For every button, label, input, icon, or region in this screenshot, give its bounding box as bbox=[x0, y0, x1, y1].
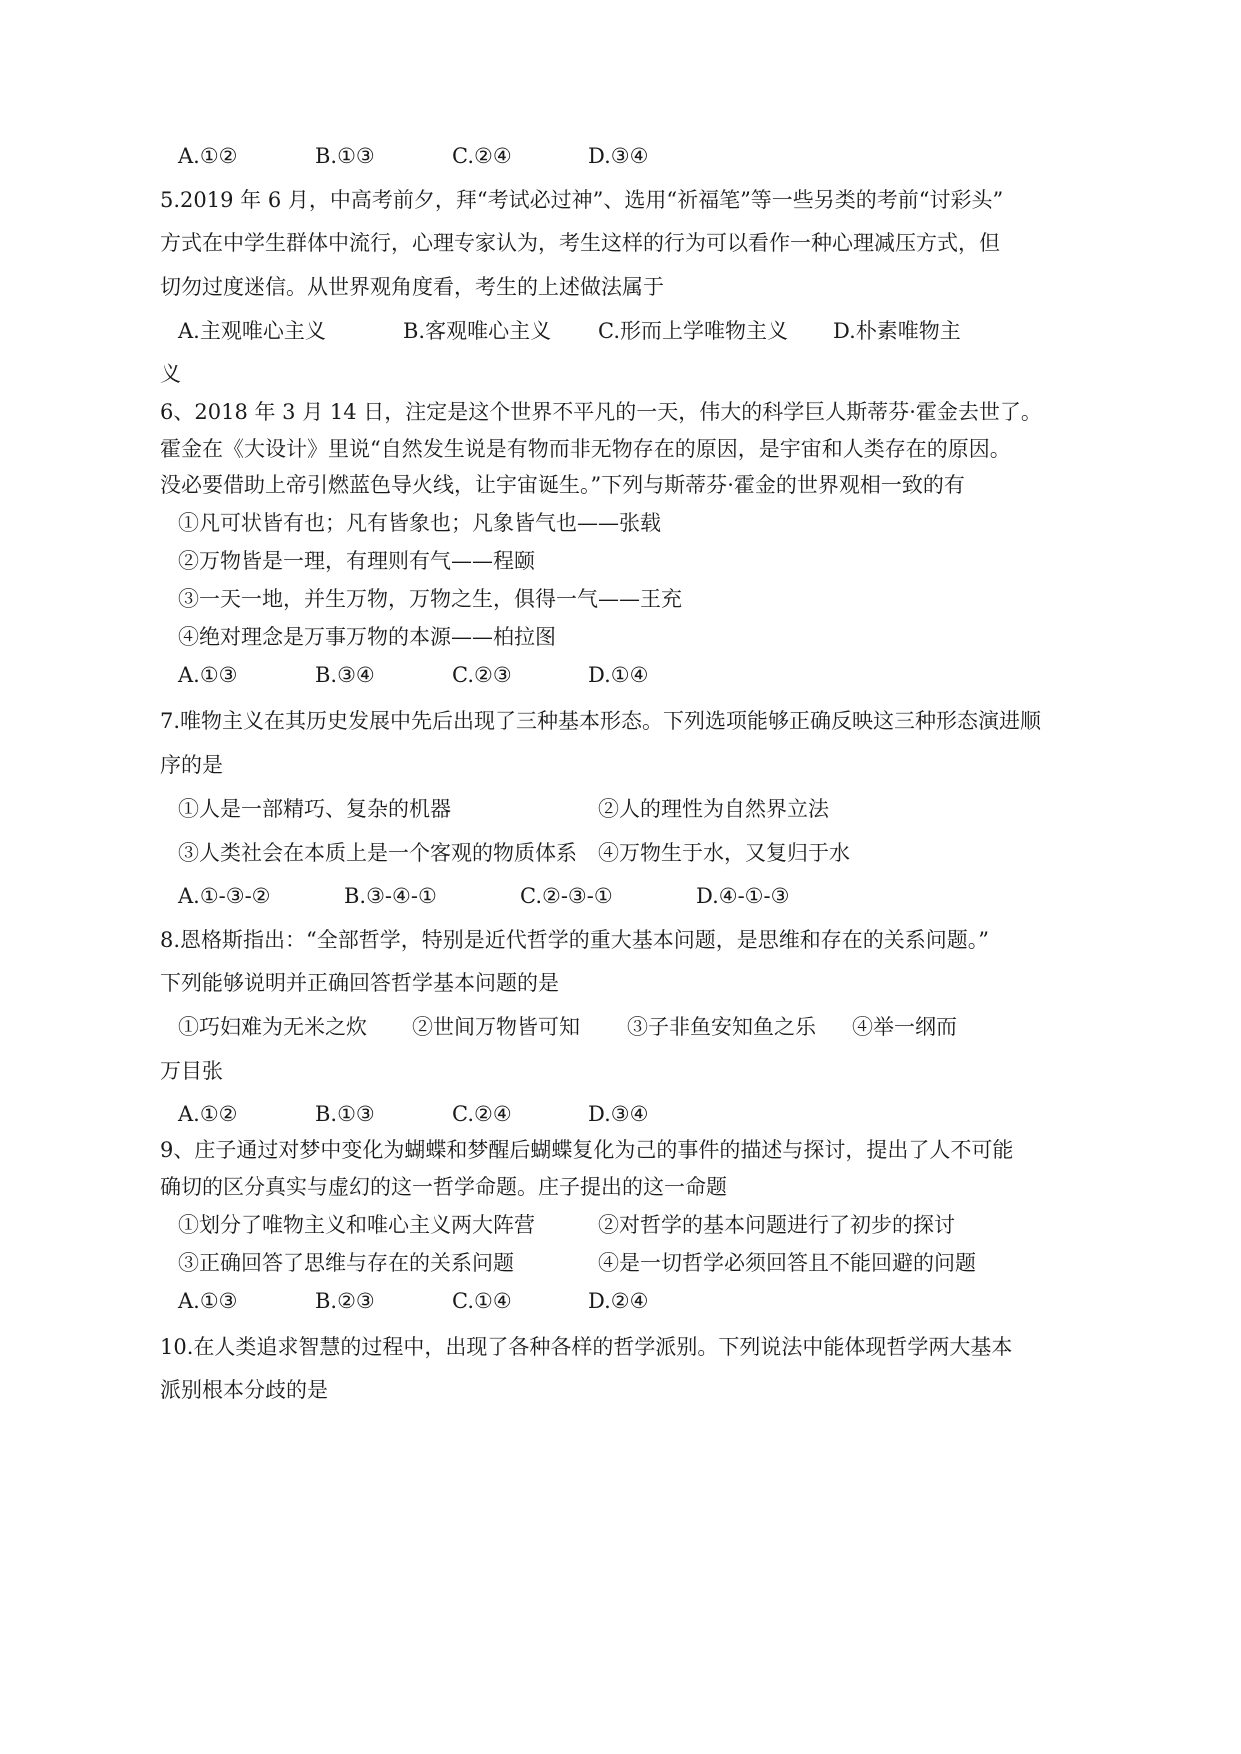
q8-option-a: A.①② bbox=[178, 1102, 238, 1126]
q6-stem-line-2: 霍金在《大设计》里说“自然发生说是有物而非无物存在的原因，是宇宙和人类存在的原因。 bbox=[160, 437, 1011, 461]
q9-item-1: ①划分了唯物主义和唯心主义两大阵营 bbox=[178, 1213, 535, 1237]
q8-option-d: D.③④ bbox=[588, 1102, 649, 1126]
q7-options bbox=[0, 876, 1241, 916]
q8-option-b: B.①③ bbox=[315, 1102, 375, 1126]
q10-stem-line-1: 10.在人类追求智慧的过程中，出现了各种各样的哲学派别。下列说法中能体现哲学两大基本 bbox=[160, 1335, 1013, 1359]
q7-item-3: ③人类社会在本质上是一个客观的物质体系 bbox=[178, 841, 577, 865]
q8-item-2: ②世间万物皆可知 bbox=[412, 1015, 580, 1039]
q7-item-4: ④万物生于水，又复归于水 bbox=[598, 841, 850, 865]
q5-option-c: C.形而上学唯物主义 bbox=[598, 319, 788, 343]
q6-stem-line-1: 6、2018 年 3 月 14 日，注定是这个世界不平凡的一天，伟大的科学巨人斯蒂芬·霍金去世了。 bbox=[160, 400, 1042, 424]
q6-item-4: ④绝对理念是万事万物的本源——柏拉图 bbox=[178, 625, 556, 649]
q7-item-1: ①人是一部精巧、复杂的机器 bbox=[178, 797, 451, 821]
q6-stem-line-3: 没必要借助上帝引燃蓝色导火线，让宇宙诞生。”下列与斯蒂芬·霍金的世界观相一致的有 bbox=[160, 473, 965, 497]
q8-item-4: ④举一纲而 bbox=[852, 1015, 957, 1039]
q7-item-2: ②人的理性为自然界立法 bbox=[598, 797, 829, 821]
q9-item-4: ④是一切哲学必须回答且不能回避的问题 bbox=[598, 1251, 976, 1275]
q6-item-2: ②万物皆是一理，有理则有气——程颐 bbox=[178, 549, 535, 573]
q8-stem-line-2: 下列能够说明并正确回答哲学基本问题的是 bbox=[160, 971, 559, 995]
q9-stem-line-1: 9、庄子通过对梦中变化为蝴蝶和梦醒后蝴蝶复化为己的事件的描述与探讨，提出了人不可能 bbox=[160, 1138, 1014, 1162]
q8-items bbox=[0, 1007, 1241, 1047]
q5-option-d: D.朴素唯物主 bbox=[833, 319, 961, 343]
q8-item-1: ①巧妇难为无米之炊 bbox=[178, 1015, 367, 1039]
q8-items-wrap: 万目张 bbox=[160, 1059, 223, 1083]
q8-options bbox=[0, 1094, 1241, 1134]
q6-option-a: A.①③ bbox=[178, 663, 238, 687]
q4-option-d: D.③④ bbox=[588, 144, 649, 168]
q9-items-row-1 bbox=[0, 1205, 1241, 1245]
q6-item-3: ③一天一地，并生万物，万物之生，俱得一气——王充 bbox=[178, 587, 682, 611]
q9-stem-line-2: 确切的区分真实与虚幻的这一哲学命题。庄子提出的这一命题 bbox=[160, 1175, 727, 1199]
q7-stem-line-2: 序的是 bbox=[160, 753, 223, 777]
q9-item-2: ②对哲学的基本问题进行了初步的探讨 bbox=[598, 1213, 955, 1237]
q7-option-d: D.④-①-③ bbox=[696, 884, 790, 908]
q9-option-c: C.①④ bbox=[452, 1289, 512, 1313]
q7-option-b: B.③-④-① bbox=[344, 884, 437, 908]
q5-options-wrap: 义 bbox=[160, 362, 181, 386]
q8-item-3: ③子非鱼安知鱼之乐 bbox=[627, 1015, 816, 1039]
q6-option-b: B.③④ bbox=[315, 663, 375, 687]
q4-option-a: A.①② bbox=[178, 144, 238, 168]
q5-option-b: B.客观唯心主义 bbox=[403, 319, 552, 343]
q9-option-b: B.②③ bbox=[315, 1289, 375, 1313]
q9-option-d: D.②④ bbox=[588, 1289, 649, 1313]
q7-items-row-2 bbox=[0, 833, 1241, 873]
q10-stem-line-2: 派别根本分歧的是 bbox=[160, 1378, 328, 1402]
q9-options bbox=[0, 1281, 1241, 1321]
q5-options bbox=[0, 311, 1241, 351]
q7-stem-line-1: 7.唯物主义在其历史发展中先后出现了三种基本形态。下列选项能够正确反映这三种形态演进顺 bbox=[160, 709, 1042, 733]
q6-option-c: C.②③ bbox=[452, 663, 512, 687]
q4-option-b: B.①③ bbox=[315, 144, 375, 168]
q7-items-row-1 bbox=[0, 789, 1241, 829]
q5-option-a: A.主观唯心主义 bbox=[178, 319, 326, 343]
q4-options bbox=[0, 136, 1241, 176]
q7-option-c: C.②-③-① bbox=[520, 884, 613, 908]
q8-option-c: C.②④ bbox=[452, 1102, 512, 1126]
q6-option-d: D.①④ bbox=[588, 663, 649, 687]
q5-stem-line-2: 方式在中学生群体中流行，心理专家认为，考生这样的行为可以看作一种心理减压方式，但 bbox=[160, 231, 1000, 255]
q6-item-1: ①凡可状皆有也；凡有皆象也；凡象皆气也——张载 bbox=[178, 511, 661, 535]
q9-items-row-2 bbox=[0, 1243, 1241, 1283]
q5-stem-line-1: 5.2019 年 6 月，中高考前夕，拜“考试必过神”、选用“祈福笔”等一些另类的考前“讨彩头” bbox=[160, 188, 1004, 212]
q8-stem-line-1: 8.恩格斯指出：“全部哲学，特别是近代哲学的重大基本问题，是思维和存在的关系问题。” bbox=[160, 928, 990, 952]
q9-option-a: A.①③ bbox=[178, 1289, 238, 1313]
q9-item-3: ③正确回答了思维与存在的关系问题 bbox=[178, 1251, 514, 1275]
q6-options bbox=[0, 655, 1241, 695]
q5-stem-line-3: 切勿过度迷信。从世界观角度看，考生的上述做法属于 bbox=[160, 275, 664, 299]
q4-option-c: C.②④ bbox=[452, 144, 512, 168]
q7-option-a: A.①-③-② bbox=[178, 884, 271, 908]
